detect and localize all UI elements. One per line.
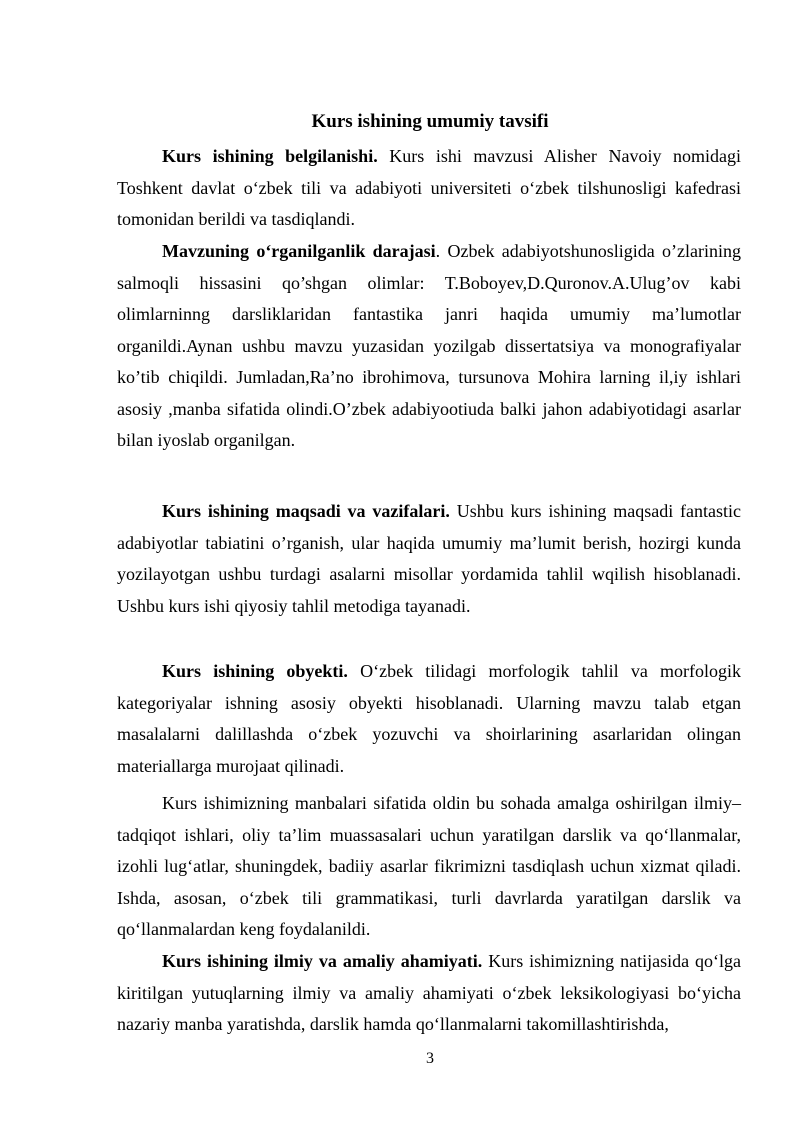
paragraph-text: . Ozbek adabiyotshunosligida o’zlarining salmoqli hissasini qo’shgan olimlar: T.Boboyev,D.Quronov.A.Ulug’ov kabi olimlarninng darsliklaridan fantastika janri haqida umumiy ma’lumotlar organildi.Aynan ushbu mavzu yuzasidan yozilgab dissertatsiya va monografiyalar ko’tib chiqildi. Jumladan,Ra’no ibrohimova, tursunova Mohira larning il,iy ishlari asosiy ,manba sifatida olindi.O’zbek adabiyootiuda balki jahon adabiyotidagi asarlar bilan iyoslab organilgan. [117, 241, 742, 450]
paragraph-heading: Kurs ishining maqsadi va vazifalari. [162, 501, 450, 521]
paragraph-text: Ushbu kurs ishining maqsadi fantastic adabiyotlar tabiatini o’rganish, ular haqida umumiy ma’lumit berish, hozirgi kunda yozilayotgan ushbu turdagi asalarni misollar yordamida tahlil wqilish hisoblanadi. Ushbu kurs ishi qiyosiy tahlil metodiga tayanadi. [117, 501, 741, 616]
paragraph-heading: Mavzuning o‘rganilganlik darajasi [162, 241, 436, 261]
paragraph-object [117, 656, 741, 782]
paragraph-text: Kurs ishimizning manbalari sifatida oldin bu sohada amalga oshirilgan ilmiy–tadqiqot ishlari, oliy ta’lim muassasalari uchun yaratilgan darslik va qo‘llanmalar, izohli lug‘atlar, shuningdek, badiiy asarlar fikrimizni tasdiqlash uchun xizmat qiladi. Ishda, asosan, o‘zbek tili grammatikasi, turli davrlarda yaratilgan darslik va qo‘llanmalardan keng foydalanildi. [117, 793, 741, 939]
paragraph-heading: Kurs ishining ilmiy va amaliy ahamiyati. [162, 951, 483, 971]
paragraph-designation [117, 141, 741, 236]
paragraph-goals [117, 496, 741, 622]
paragraph-heading: Kurs ishining belgilanishi. [162, 146, 378, 166]
page-number: 3 [426, 1050, 434, 1067]
paragraph-study-level [117, 236, 741, 457]
paragraph-text: O‘zbek tilidagi morfologik tahlil va morfologik kategoriyalar ishning asosiy obyekti hisoblanadi. Ularning mavzu talab etgan masalalarni dalillashda o‘zbek yozuvchi va shoirlarining asarlaridan olingan materiallarga murojaat qilinadi. [117, 661, 741, 776]
paragraph-text: Kurs ishi mavzusi Alisher Navoiy nomidagi Toshkent davlat o‘zbek tili va adabiyoti universiteti o‘zbek tilshunosligi kafedrasi tomonidan berildi va tasdiqlandi. [117, 146, 742, 229]
paragraph-significance [117, 946, 741, 1041]
document-title: Kurs ishining umumiy tavsifi [311, 111, 549, 132]
paragraph-text: Kurs ishimizning natijasida qo‘lga kiritilgan yutuqlarning ilmiy va amaliy ahamiyati o‘zbek leksikologiyasi bo‘yicha nazariy manba yaratishda, darslik hamda qo‘llanmalarni takomillashtirishda, [117, 951, 741, 1034]
paragraph-sources [117, 788, 741, 946]
paragraph-heading: Kurs ishining obyekti. [162, 661, 348, 681]
